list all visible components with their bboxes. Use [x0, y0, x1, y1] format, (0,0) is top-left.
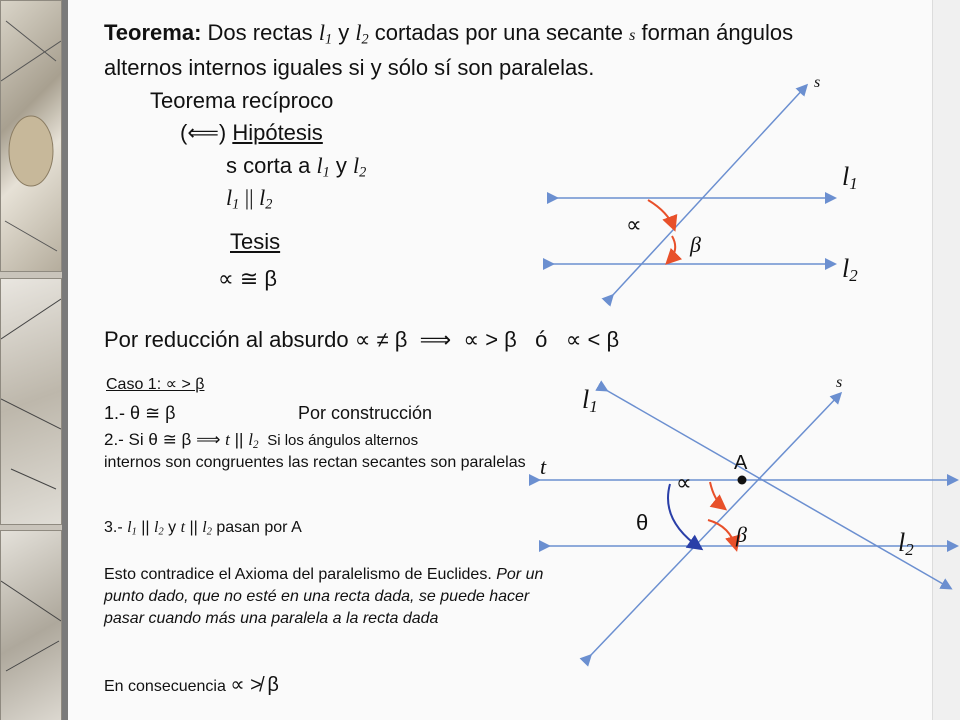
d2-label-t: t [540, 454, 547, 479]
d2-label-s: s [836, 374, 843, 391]
step3-prefix: 3.- [104, 519, 123, 536]
step3-suffix: pasan por A [216, 519, 302, 536]
step2-implies: ⟹ [196, 430, 221, 449]
tesis-label: Tesis [230, 229, 281, 254]
l1-symbol: $l_1$ [318, 20, 333, 48]
thesis-equation: ∝ ≅ β [218, 266, 278, 291]
step2-text: 2.- Si θ ≅ β [104, 430, 192, 449]
step3: 3.- $l_1$ || $l_2$ y t || $l_2$ pasan por A [104, 519, 302, 538]
reduction-text: Por reducción al absurdo [104, 327, 349, 352]
d2-alpha-arc [710, 482, 724, 508]
axiom-text: Por un punto dado, que no esté en una recta dada, se puede hacer pasar cuando más una paralela a la recta dada [104, 566, 544, 627]
s-symbol: s [629, 27, 636, 44]
reverse-implication: (⟸) [180, 120, 227, 145]
d1-label-alpha: ∝ [626, 212, 642, 237]
d1-label-beta: β [690, 232, 701, 257]
d2-secant-s [590, 394, 840, 656]
step3-and: y [168, 519, 177, 536]
conclusion-text: En consecuencia [104, 678, 226, 695]
case1-title: Caso 1: ∝ > β [106, 376, 205, 393]
reduction-expr: ∝ ≠ β ⟹ ∝ > β ó ∝ < β [354, 327, 620, 352]
d2-beta-arc [708, 520, 736, 548]
d2-label-A: A [734, 452, 748, 474]
hyp-and: y [335, 153, 347, 178]
d1-label-l2: $l_2$ [842, 254, 858, 286]
reciprocal-title: Teorema recíproco [150, 88, 334, 113]
d2-label-l2: $l_2$ [898, 528, 914, 560]
hypothesis-label: Hipótesis [232, 120, 323, 145]
theorem-label: Teorema: [104, 20, 202, 45]
theorem-text-1: Dos rectas [207, 20, 313, 45]
theorem-text-2: cortadas por una secante [374, 20, 624, 45]
d1-label-l1: $l_1$ [842, 162, 858, 194]
theorem-text-3: forman ángulos [641, 20, 794, 45]
contradiction-text: Esto contradice el Axioma del paralelismo de Euclides. [104, 566, 492, 583]
hypothesis-parallel: $l_1$ || $l_2$ [226, 185, 273, 213]
theorem-line-2: alternos internos iguales si y sólo sí son paralelas. [104, 55, 595, 80]
d2-label-theta: θ [636, 510, 649, 535]
d2-label-beta: β [736, 522, 747, 547]
step2: 2.- Si θ ≅ β ⟹ t || $l_2$ Si los ángulos alternos [104, 430, 419, 451]
hyp-text: s corta a [226, 153, 311, 178]
l2-symbol: $l_2$ [355, 20, 369, 48]
conclusion-expr: ∝ ≯ β [230, 674, 279, 696]
step1-reason: Por construcción [298, 403, 433, 423]
hypothesis-line-1: s corta a $l_1$ y $l_2$ [226, 153, 367, 181]
d2-label-alpha: ∝ [676, 470, 692, 495]
d2-label-l1: $l_1$ [582, 385, 598, 417]
step1-text: 1.- θ ≅ β [104, 403, 176, 423]
step2-reason: Si los ángulos alternos [267, 432, 419, 449]
step2-continuation: internos son congruentes las rectan secantes son paralelas [104, 454, 526, 471]
d1-label-s: s [814, 74, 821, 91]
theorem-and: y [338, 20, 350, 45]
d2-point-A [738, 476, 747, 485]
